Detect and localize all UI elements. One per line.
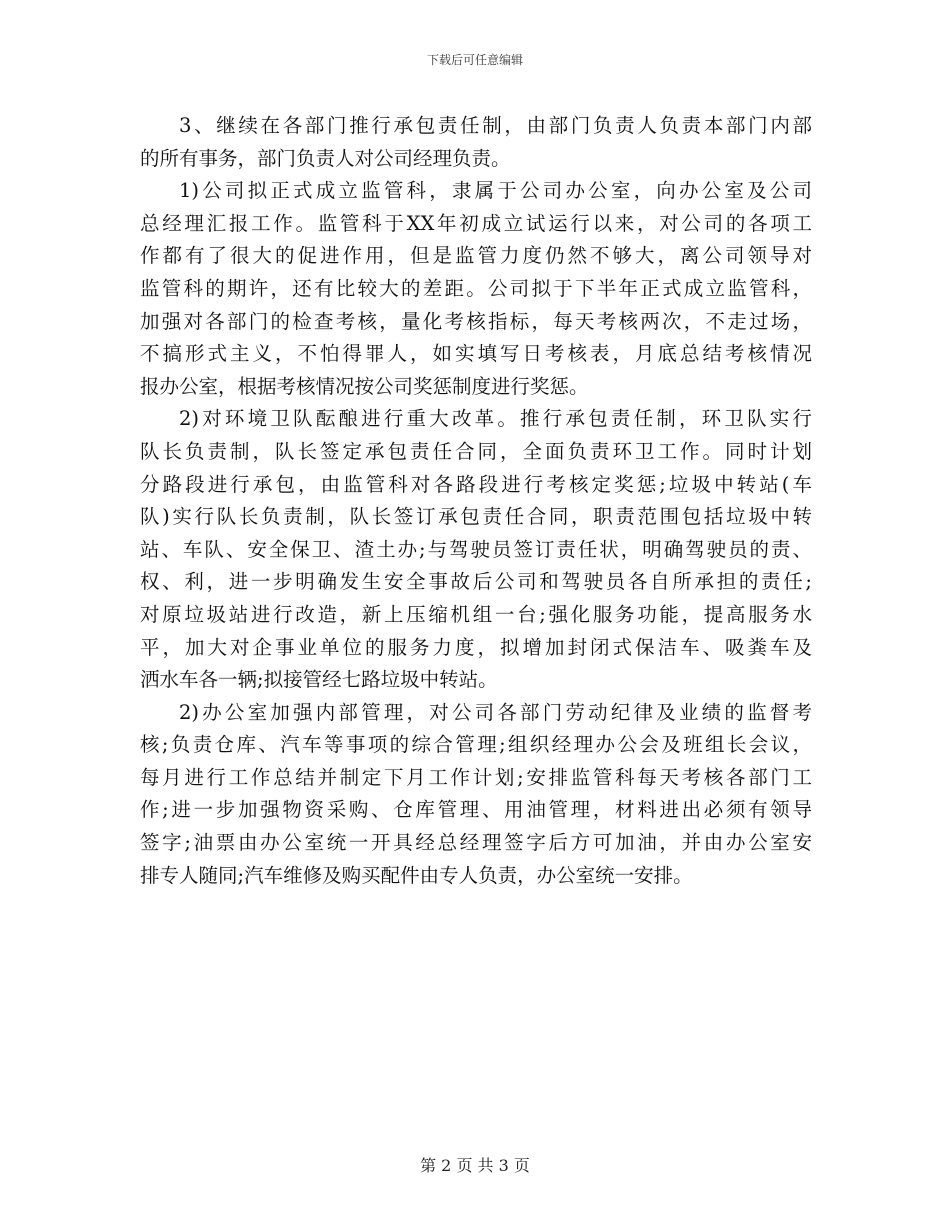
paragraph-2 bbox=[140, 175, 812, 403]
text-line: 洒水车各一辆;拟接管经七路垃圾中转站。 bbox=[140, 668, 498, 692]
page-number: 第 2 页 共 3 页 bbox=[420, 1156, 530, 1175]
document-body bbox=[140, 110, 812, 892]
page-header: 下载后可任意编辑 bbox=[426, 53, 523, 67]
paragraph-4 bbox=[140, 697, 812, 893]
text-line: 权、利，进一步明确发生安全事故后公司和驾驶员各自所承担的责任; bbox=[140, 570, 812, 594]
text-line: 不搞形式主义，不怕得罪人，如实填写日考核表，月底总结考核情况 bbox=[140, 342, 812, 366]
text-line: 的所有事务，部门负责人对公司经理负责。 bbox=[140, 146, 511, 170]
text-line: 3、继续在各部门推行承包责任制，由部门负责人负责本部门内部 bbox=[179, 114, 812, 137]
text-line: 作;进一步加强物资采购、仓库管理、用油管理，材料进出必须有领导 bbox=[140, 798, 812, 822]
text-line: 报办公室，根据考核情况按公司奖惩制度进行奖惩。 bbox=[140, 374, 589, 398]
text-line: 1)公司拟正式成立监管科，隶属于公司办公室，向办公室及公司 bbox=[179, 179, 812, 203]
text-line: 2)对环境卫队酝酿进行重大改革。推行承包责任制，环卫队实行 bbox=[179, 407, 812, 431]
text-line: 监管科的期许，还有比较大的差距。公司拟于下半年正式成立监管科， bbox=[140, 276, 812, 300]
text-line: 签字;油票由办公室统一开具经总经理签字后方可加油，并由办公室安 bbox=[140, 831, 812, 855]
text-line: 排专人随同;汽车维修及购买配件由专人负责，办公室统一安排。 bbox=[140, 863, 693, 887]
text-line: 每月进行工作总结并制定下月工作计划;安排监管科每天考核各部门工 bbox=[140, 765, 812, 789]
text-line: 分路段进行承包，由监管科对各路段进行考核定奖惩;垃圾中转站(车 bbox=[140, 472, 812, 496]
text-line: 队长负责制，队长签定承包责任合同，全面负责环卫工作。同时计划 bbox=[140, 439, 812, 463]
text-line: 核;负责仓库、汽车等事项的综合管理;组织经理办公会及班组长会议， bbox=[140, 733, 812, 757]
paragraph-3 bbox=[140, 403, 812, 696]
text-line: 队)实行队长负责制，队长签订承包责任合同，职责范围包括垃圾中转 bbox=[140, 505, 812, 529]
paragraph-1 bbox=[140, 110, 812, 175]
text-line: 加强对各部门的检查考核，量化考核指标，每天考核两次，不走过场， bbox=[140, 309, 812, 333]
text-line: 平，加大对企事业单位的服务力度，拟增加封闭式保洁车、吸粪车及 bbox=[140, 635, 812, 659]
text-line: 作都有了很大的促进作用，但是监管力度仍然不够大，离公司领导对 bbox=[140, 244, 812, 268]
text-line: 2)办公室加强内部管理，对公司各部门劳动纪律及业绩的监督考 bbox=[179, 700, 812, 724]
text-line: 对原垃圾站进行改造，新上压缩机组一台;强化服务功能，提高服务水 bbox=[140, 602, 812, 626]
text-line: 总经理汇报工作。监管科于XX年初成立试运行以来，对公司的各项工 bbox=[140, 211, 812, 235]
text-line: 站、车队、安全保卫、渣土办;与驾驶员签订责任状，明确驾驶员的责、 bbox=[140, 537, 812, 561]
